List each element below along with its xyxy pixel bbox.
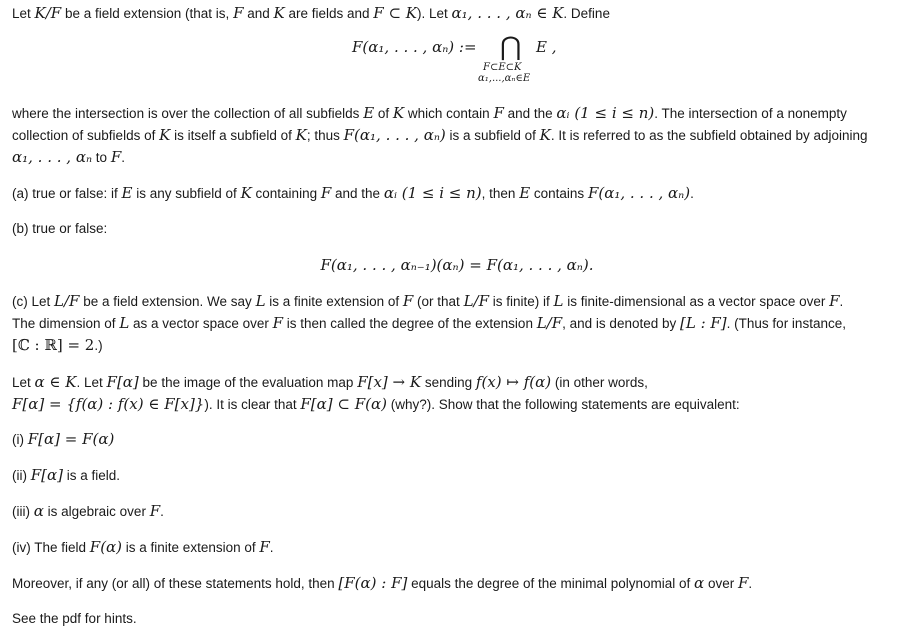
paragraph-3-line-2: F[α] = {f(α) : f(x) ∈ F[x]}). It is clear that F[α] ⊂ F(α) (why?). Show that the following statements are equivalent: (12, 395, 740, 413)
item-iv: (iv) The field F(α) is a finite extension of F. (12, 538, 274, 556)
paragraph-2-line-1: where the intersection is over the collection of all subfields E of K which contain F and the αᵢ (1 ≤ i ≤ n). The intersection of a nonempty (12, 104, 847, 122)
item-ii: (ii) F[α] is a field. (12, 466, 121, 484)
definition-rhs: E , (536, 38, 557, 56)
part-a: (a) true or false: if E is any subfield of K containing F and the αᵢ (1 ≤ i ≤ n), then E contains F(α₁, . . . , αₙ). (12, 184, 694, 202)
intersection-subscript-2: α₁,...,αₙ∈E (478, 73, 531, 84)
conclusion-line: Moreover, if any (or all) of these statements hold, then [F(α) : F] equals the degree of the minimal polynomial of α over F. (12, 574, 753, 592)
intro-line: Let K/F be a field extension (that is, F and K are fields and F ⊂ K). Let α₁, . . . , αₙ ∈ K. Define (12, 4, 610, 22)
paragraph-2-line-3: α₁, . . . , αₙ to F. (12, 148, 125, 166)
item-i: (i) F[α] = F(α) (12, 430, 115, 448)
definition-equation (0, 32, 914, 88)
intersection-subscript-1: F⊂E⊂K (483, 62, 522, 73)
hint-line: See the pdf for hints. (12, 611, 137, 626)
part-c-line-1: (c) Let L/F be a field extension. We say L is a finite extension of F (or that L/F is finite) if L is finite-dimensional as a vector space over F. (12, 292, 844, 310)
paragraph-2-line-2: collection of subfields of K is itself a subfield of K; thus F(α₁, . . . , αₙ) is a subfield of K. It is referred to as the subfield obtained by adjoining (12, 126, 868, 144)
intersection-symbol: ⋂ (500, 32, 522, 62)
definition-lhs: F(α₁, . . . , αₙ) := (352, 38, 477, 56)
part-c-line-2: The dimension of L as a vector space over F is then called the degree of the extension L/F, and is denoted by [L : F]. (Thus for instance, (12, 314, 846, 332)
part-c-line-3: [ℂ : ℝ] = 2.) (12, 336, 103, 354)
part-b-label: (b) true or false: (12, 221, 108, 236)
paragraph-3-line-1: Let α ∈ K. Let F[α] be the image of the evaluation map F[x] → K sending f(x) ↦ f(α) (in other words, (12, 373, 648, 391)
item-iii: (iii) α is algebraic over F. (12, 502, 164, 520)
part-b-equation: F(α₁, . . . , αₙ₋₁)(αₙ) = F(α₁, . . . , αₙ). (320, 256, 594, 274)
